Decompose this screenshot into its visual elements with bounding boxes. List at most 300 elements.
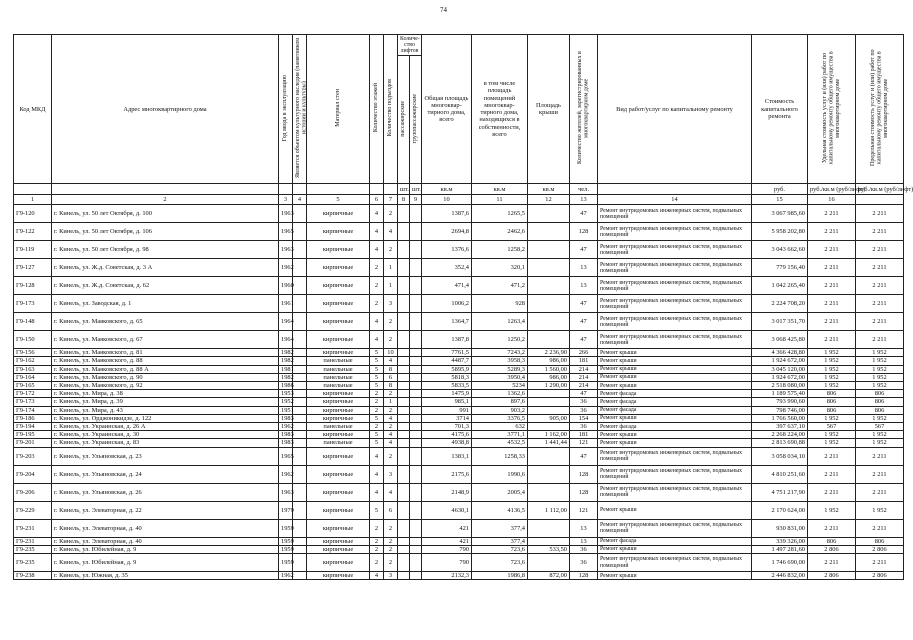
- cell-passenger: [398, 295, 410, 313]
- cell-year: 1963: [279, 241, 293, 259]
- table-row: [14, 295, 904, 313]
- cell-code: Г9-128: [14, 277, 52, 295]
- cell-address: г. Кинель, ул. Южная, д. 35: [52, 572, 279, 580]
- cell-work: Ремонт внутридомовых инженерных систем, подвальных помещений: [598, 519, 752, 537]
- cell-unit-cost: 2 211: [808, 277, 856, 295]
- cell-passenger: [398, 382, 410, 390]
- cell-address: г. Кинель, ул. Украинская, д. 30: [52, 431, 279, 439]
- cell-year: 1960: [279, 277, 293, 295]
- cell-floors: 2: [370, 398, 384, 406]
- cell-code: Г9-195: [14, 431, 52, 439]
- cell-wall: кирпичные: [307, 259, 370, 277]
- cell-address: г. Кинель, ул. Юбилейная, д. 9: [52, 545, 279, 553]
- cell-owned-area: 723,6: [472, 554, 528, 572]
- cell-freight: [410, 519, 422, 537]
- header-row: [14, 35, 904, 56]
- cell-address: г. Кинель, ул. Маяковского, д. 90: [52, 373, 279, 381]
- cell-cost: 3 067 985,60: [752, 205, 808, 223]
- cell-freight: [410, 349, 422, 357]
- cell-roof-area: [528, 331, 570, 349]
- cell-cost: 1 189 575,40: [752, 390, 808, 398]
- cell-entrances: 3: [384, 295, 398, 313]
- cell-total-area: 7761,5: [422, 349, 472, 357]
- cell-unit-cost: 2 211: [808, 295, 856, 313]
- cell-residents: 121: [570, 439, 598, 447]
- cell-passenger: [398, 431, 410, 439]
- cell-owned-area: 1990,6: [472, 465, 528, 483]
- cell-unit-cost: 2 211: [808, 205, 856, 223]
- cell-wall: кирпичные: [307, 295, 370, 313]
- cell-max-cost: 2 806: [856, 545, 904, 553]
- cell-roof-area: [528, 259, 570, 277]
- cell-owned-area: 1258,2: [472, 241, 528, 259]
- cell-heritage: [293, 537, 307, 545]
- cell-residents: 266: [570, 349, 598, 357]
- table-row: [14, 465, 904, 483]
- cell-passenger: [398, 447, 410, 465]
- table-row: [14, 414, 904, 422]
- cell-roof-area: 1 112,00: [528, 501, 570, 519]
- unit-11: кв.м: [528, 184, 570, 195]
- cell-total-area: 1364,7: [422, 313, 472, 331]
- cell-max-cost: 2 211: [856, 295, 904, 313]
- cell-unit-cost: 1 952: [808, 431, 856, 439]
- cell-total-area: 1475,9: [422, 390, 472, 398]
- cell-year: 1959: [279, 554, 293, 572]
- cell-wall: кирпичные: [307, 554, 370, 572]
- cell-owned-area: 3771,1: [472, 431, 528, 439]
- cell-entrances: 2: [384, 545, 398, 553]
- cell-year: 1983: [279, 414, 293, 422]
- cell-address: г. Кинель, ул. Мира, д. 39: [52, 398, 279, 406]
- cell-heritage: [293, 545, 307, 553]
- cell-total-area: 4175,6: [422, 431, 472, 439]
- cell-owned-area: 1250,2: [472, 331, 528, 349]
- cell-work: Ремонт фасада: [598, 423, 752, 431]
- cell-code: Г9-231: [14, 537, 52, 545]
- cell-passenger: [398, 406, 410, 414]
- cell-floors: 4: [370, 205, 384, 223]
- cell-work: Ремонт внутридомовых инженерных систем, подвальных помещений: [598, 447, 752, 465]
- cell-year: 1965: [279, 447, 293, 465]
- cell-max-cost: 2 211: [856, 554, 904, 572]
- cell-cost: 1 924 672,00: [752, 357, 808, 365]
- cell-year: 1963: [279, 205, 293, 223]
- cell-wall: кирпичные: [307, 414, 370, 422]
- table-row: [14, 439, 904, 447]
- cell-floors: 2: [370, 519, 384, 537]
- cell-roof-area: 533,50: [528, 545, 570, 553]
- table-row: [14, 423, 904, 431]
- cell-passenger: [398, 414, 410, 422]
- cell-heritage: [293, 313, 307, 331]
- cell-unit-cost: 2 211: [808, 223, 856, 241]
- cell-code: Г9-194: [14, 423, 52, 431]
- cell-work: Ремонт крыши: [598, 357, 752, 365]
- col-code: Код МКД: [14, 35, 52, 184]
- cell-code: Г9-165: [14, 382, 52, 390]
- cell-work: Ремонт крыши: [598, 501, 752, 519]
- cell-heritage: [293, 365, 307, 373]
- cell-freight: [410, 483, 422, 501]
- cell-wall: кирпичные: [307, 313, 370, 331]
- cell-wall: кирпичные: [307, 205, 370, 223]
- cell-residents: 47: [570, 313, 598, 331]
- cell-floors: 4: [370, 241, 384, 259]
- cell-freight: [410, 431, 422, 439]
- cell-unit-cost: 1 952: [808, 382, 856, 390]
- cell-roof-area: [528, 554, 570, 572]
- cell-cost: 339 326,00: [752, 537, 808, 545]
- cell-passenger: [398, 465, 410, 483]
- unit-9: кв.м: [422, 184, 472, 195]
- cell-roof-area: [528, 313, 570, 331]
- table-row: [14, 545, 904, 553]
- cell-freight: [410, 398, 422, 406]
- cell-residents: 47: [570, 390, 598, 398]
- cell-code: Г9-229: [14, 501, 52, 519]
- table-row: [14, 205, 904, 223]
- cell-residents: 13: [570, 519, 598, 537]
- cell-cost: 4 751 217,90: [752, 483, 808, 501]
- cell-floors: 5: [370, 357, 384, 365]
- cell-wall: кирпичные: [307, 572, 370, 580]
- cell-code: Г9-148: [14, 313, 52, 331]
- cell-work: Ремонт крыши: [598, 545, 752, 553]
- cell-work: Ремонт фасада: [598, 390, 752, 398]
- cell-owned-area: 928: [472, 295, 528, 313]
- cell-freight: [410, 465, 422, 483]
- cell-freight: [410, 277, 422, 295]
- cell-passenger: [398, 373, 410, 381]
- cell-total-area: 421: [422, 537, 472, 545]
- cell-total-area: 2694,8: [422, 223, 472, 241]
- cell-entrances: 10: [384, 349, 398, 357]
- cell-cost: 397 637,10: [752, 423, 808, 431]
- cell-freight: [410, 414, 422, 422]
- cell-entrances: 2: [384, 519, 398, 537]
- cell-address: г. Кинель, ул. Ж.д. Советская, д. 3 А: [52, 259, 279, 277]
- cell-roof-area: [528, 390, 570, 398]
- cell-year: 1961: [279, 295, 293, 313]
- cell-cost: 2 224 708,20: [752, 295, 808, 313]
- cell-year: 1986: [279, 382, 293, 390]
- cell-cost: 2 813 690,88: [752, 439, 808, 447]
- cell-code: Г9-201: [14, 439, 52, 447]
- cell-max-cost: 2 211: [856, 483, 904, 501]
- cell-entrances: 2: [384, 241, 398, 259]
- cell-residents: 47: [570, 331, 598, 349]
- table-row: [14, 365, 904, 373]
- cell-wall: кирпичные: [307, 431, 370, 439]
- cell-owned-area: 320,1: [472, 259, 528, 277]
- cell-residents: 36: [570, 406, 598, 414]
- cell-freight: [410, 313, 422, 331]
- cell-freight: [410, 423, 422, 431]
- cell-work: Ремонт внутридомовых инженерных систем, подвальных помещений: [598, 331, 752, 349]
- table-row: [14, 501, 904, 519]
- cell-owned-area: 1362,6: [472, 390, 528, 398]
- cell-cost: 1 766 560,00: [752, 414, 808, 422]
- cell-heritage: [293, 501, 307, 519]
- cell-heritage: [293, 554, 307, 572]
- cell-residents: 47: [570, 447, 598, 465]
- cell-address: г. Кинель, ул. Элеваторная, д. 22: [52, 501, 279, 519]
- col-cost: Стоимость капитального ремонта: [752, 35, 808, 184]
- cell-address: г. Кинель, ул. Ульяновская, д. 24: [52, 465, 279, 483]
- cell-year: 1959: [279, 545, 293, 553]
- cell-code: Г9-186: [14, 414, 52, 422]
- cell-work: Ремонт крыши: [598, 365, 752, 373]
- cell-unit-cost: 2 211: [808, 259, 856, 277]
- cell-address: г. Кинель, ул. Ульяновская, д. 26: [52, 483, 279, 501]
- cell-address: г. Кинель, ул. Заводская, д. 1: [52, 295, 279, 313]
- table-row: [14, 259, 904, 277]
- cell-wall: кирпичные: [307, 277, 370, 295]
- cell-cost: 3 017 351,70: [752, 313, 808, 331]
- cell-cost: 1 497 281,60: [752, 545, 808, 553]
- cell-unit-cost: 1 952: [808, 501, 856, 519]
- table-row: [14, 447, 904, 465]
- cell-work: Ремонт крыши: [598, 439, 752, 447]
- table-row: [14, 572, 904, 580]
- cell-wall: кирпичные: [307, 398, 370, 406]
- cell-cost: 798 746,00: [752, 406, 808, 414]
- cell-year: 1953: [279, 390, 293, 398]
- cell-residents: 128: [570, 483, 598, 501]
- table-row: [14, 241, 904, 259]
- cell-residents: 121: [570, 501, 598, 519]
- cell-entrances: 2: [384, 205, 398, 223]
- col-max-cost: Предельная стоимость услуг и (или) работ по капитальному ремонту общего имущества в многоквартирном доме: [869, 49, 889, 167]
- cell-entrances: 4: [384, 357, 398, 365]
- cell-total-area: 471,4: [422, 277, 472, 295]
- cell-floors: 2: [370, 390, 384, 398]
- cell-unit-cost: 2 211: [808, 519, 856, 537]
- cell-freight: [410, 373, 422, 381]
- cell-residents: 181: [570, 431, 598, 439]
- cell-owned-area: 2462,6: [472, 223, 528, 241]
- cell-max-cost: 1 952: [856, 365, 904, 373]
- cell-floors: 4: [370, 223, 384, 241]
- cell-code: Г9-235: [14, 554, 52, 572]
- cell-year: 1962: [279, 465, 293, 483]
- cell-passenger: [398, 349, 410, 357]
- cell-wall: кирпичные: [307, 390, 370, 398]
- table-row: [14, 519, 904, 537]
- cell-wall: панельные: [307, 373, 370, 381]
- cell-year: 1962: [279, 259, 293, 277]
- cell-max-cost: 2 806: [856, 572, 904, 580]
- cell-roof-area: 1 560,00: [528, 365, 570, 373]
- cell-year: 1983: [279, 431, 293, 439]
- cell-owned-area: 1986,8: [472, 572, 528, 580]
- cell-owned-area: 4532,5: [472, 439, 528, 447]
- cell-year: 1959: [279, 537, 293, 545]
- cell-entrances: 2: [384, 537, 398, 545]
- cell-year: 1959: [279, 519, 293, 537]
- cell-passenger: [398, 277, 410, 295]
- cell-address: г. Кинель, ул. Украинская, д. 26 А: [52, 423, 279, 431]
- cell-roof-area: [528, 406, 570, 414]
- col-work: Вид работ/услуг по капитальному ремонту: [598, 35, 752, 184]
- cell-code: Г9-173: [14, 398, 52, 406]
- cell-freight: [410, 205, 422, 223]
- cell-heritage: [293, 483, 307, 501]
- cell-max-cost: 2 211: [856, 241, 904, 259]
- cell-roof-area: [528, 423, 570, 431]
- cell-passenger: [398, 501, 410, 519]
- cell-address: г. Кинель, ул. Маяковского, д. 65: [52, 313, 279, 331]
- cell-address: г. Кинель, ул. Маяковского, д. 67: [52, 331, 279, 349]
- cell-residents: 36: [570, 545, 598, 553]
- cell-passenger: [398, 545, 410, 553]
- cell-residents: 181: [570, 357, 598, 365]
- cell-heritage: [293, 241, 307, 259]
- cell-owned-area: 1265,5: [472, 205, 528, 223]
- cell-year: 1982: [279, 373, 293, 381]
- cell-floors: 4: [370, 447, 384, 465]
- cell-freight: [410, 365, 422, 373]
- cell-freight: [410, 545, 422, 553]
- cell-residents: 13: [570, 537, 598, 545]
- cell-residents: 128: [570, 465, 598, 483]
- cell-freight: [410, 382, 422, 390]
- cell-wall: панельные: [307, 423, 370, 431]
- cell-heritage: [293, 398, 307, 406]
- cell-entrances: 4: [384, 483, 398, 501]
- cell-entrances: 6: [384, 501, 398, 519]
- cell-cost: 1 042 265,40: [752, 277, 808, 295]
- cell-total-area: 5818,3: [422, 373, 472, 381]
- cell-wall: панельные: [307, 439, 370, 447]
- cell-max-cost: 806: [856, 537, 904, 545]
- cell-unit-cost: 2 211: [808, 483, 856, 501]
- cell-floors: 2: [370, 406, 384, 414]
- cell-residents: 214: [570, 373, 598, 381]
- table-row: [14, 357, 904, 365]
- cell-work: Ремонт внутридомовых инженерных систем, подвальных помещений: [598, 465, 752, 483]
- cell-year: 1983: [279, 439, 293, 447]
- cell-code: Г9-120: [14, 205, 52, 223]
- cell-heritage: [293, 423, 307, 431]
- cell-year: 1965: [279, 223, 293, 241]
- cell-unit-cost: 1 952: [808, 349, 856, 357]
- cell-address: г. Кинель, ул. Элеваторная, д. 40: [52, 537, 279, 545]
- cell-floors: 5: [370, 501, 384, 519]
- cell-cost: 779 156,40: [752, 259, 808, 277]
- cell-passenger: [398, 390, 410, 398]
- cell-entrances: 4: [384, 431, 398, 439]
- cell-total-area: 985,1: [422, 398, 472, 406]
- cell-entrances: 2: [384, 423, 398, 431]
- cell-year: 1964: [279, 331, 293, 349]
- cell-roof-area: 1 162,00: [528, 431, 570, 439]
- cell-owned-area: 471,2: [472, 277, 528, 295]
- cell-wall: кирпичные: [307, 519, 370, 537]
- cell-entrances: 2: [384, 390, 398, 398]
- cell-roof-area: 1 441,44: [528, 439, 570, 447]
- cell-residents: 47: [570, 295, 598, 313]
- cell-roof-area: 905,00: [528, 414, 570, 422]
- cell-year: 1963: [279, 483, 293, 501]
- cell-roof-area: [528, 447, 570, 465]
- cell-freight: [410, 406, 422, 414]
- cell-total-area: 4487,7: [422, 357, 472, 365]
- cell-cost: 2 268 224,00: [752, 431, 808, 439]
- cell-heritage: [293, 349, 307, 357]
- cell-unit-cost: 1 952: [808, 373, 856, 381]
- cell-address: г. Кинель, ул. Юбилейная, д. 9: [52, 554, 279, 572]
- units-row: [14, 184, 904, 195]
- cell-unit-cost: 1 952: [808, 365, 856, 373]
- cell-work: Ремонт внутридомовых инженерных систем, подвальных помещений: [598, 205, 752, 223]
- cell-unit-cost: 1 952: [808, 414, 856, 422]
- cell-residents: 214: [570, 365, 598, 373]
- cell-entrances: 4: [384, 223, 398, 241]
- cell-cost: 2 518 080,00: [752, 382, 808, 390]
- cell-work: Ремонт внутридомовых инженерных систем, подвальных помещений: [598, 259, 752, 277]
- cell-residents: 47: [570, 205, 598, 223]
- table-row: [14, 373, 904, 381]
- cell-roof-area: [528, 537, 570, 545]
- cell-max-cost: 2 211: [856, 447, 904, 465]
- cell-work: Ремонт крыши: [598, 414, 752, 422]
- cell-max-cost: 1 952: [856, 501, 904, 519]
- cell-code: Г9-164: [14, 373, 52, 381]
- cell-roof-area: [528, 205, 570, 223]
- cell-entrances: 4: [384, 414, 398, 422]
- cell-entrances: 6: [384, 373, 398, 381]
- cell-floors: 2: [370, 259, 384, 277]
- cell-work: Ремонт внутридомовых инженерных систем, подвальных помещений: [598, 277, 752, 295]
- cell-residents: 128: [570, 223, 598, 241]
- cell-year: 1982: [279, 357, 293, 365]
- col-total-area: Общая площадь многоквар-тирного дома, всего: [422, 35, 472, 184]
- cell-wall: кирпичные: [307, 483, 370, 501]
- cell-roof-area: [528, 241, 570, 259]
- cell-passenger: [398, 537, 410, 545]
- table-row: [14, 398, 904, 406]
- cell-wall: кирпичные: [307, 331, 370, 349]
- col-address: Адрес многоквартирного дома: [52, 35, 279, 184]
- cell-roof-area: [528, 465, 570, 483]
- cell-total-area: 701,3: [422, 423, 472, 431]
- cell-address: г. Кинель, ул. Мира, д. 43: [52, 406, 279, 414]
- cell-code: Г9-238: [14, 572, 52, 580]
- cell-heritage: [293, 465, 307, 483]
- cell-total-area: 5833,5: [422, 382, 472, 390]
- cell-code: Г9-162: [14, 357, 52, 365]
- col-lifts: Количе-ство лифтов: [398, 35, 422, 56]
- col-year: Год ввода в эксплуатацию: [282, 74, 289, 142]
- cell-cost: 1 924 672,00: [752, 373, 808, 381]
- cell-passenger: [398, 519, 410, 537]
- cell-wall: кирпичные: [307, 223, 370, 241]
- cell-roof-area: 1 290,00: [528, 382, 570, 390]
- cell-floors: 4: [370, 313, 384, 331]
- cell-heritage: [293, 414, 307, 422]
- unit-10: кв.м: [472, 184, 528, 195]
- cell-freight: [410, 295, 422, 313]
- cell-cost: 3 043 662,60: [752, 241, 808, 259]
- cell-work: Ремонт внутридомовых инженерных систем, подвальных помещений: [598, 313, 752, 331]
- col-passenger-lifts: пассажирские: [400, 100, 407, 137]
- cell-floors: 5: [370, 365, 384, 373]
- cell-year: 1981: [279, 365, 293, 373]
- cell-freight: [410, 331, 422, 349]
- col-freight-lifts: грузопассажирские: [412, 93, 419, 144]
